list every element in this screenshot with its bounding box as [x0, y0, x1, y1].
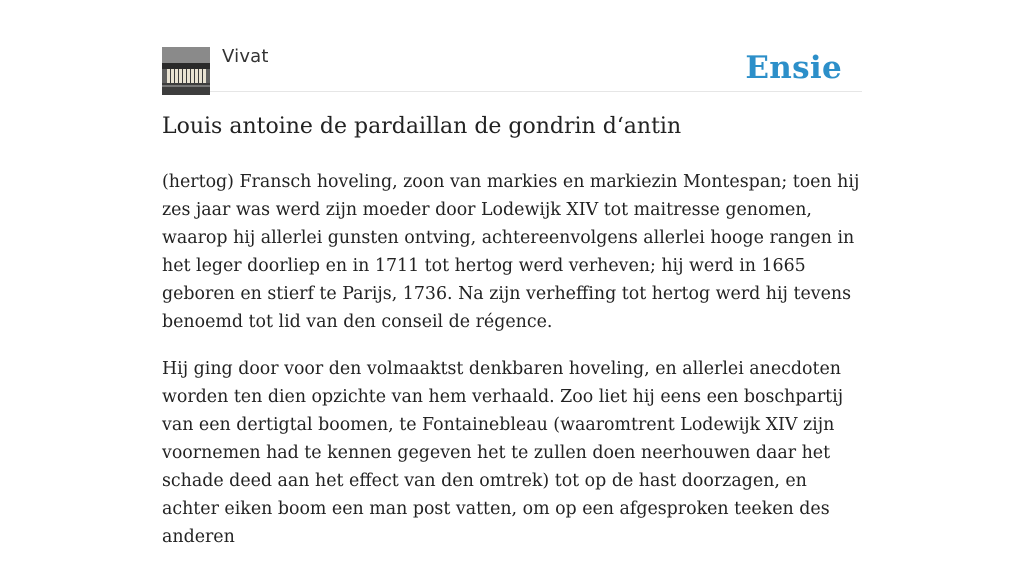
article-body — [162, 168, 862, 570]
brand-logo[interactable]: Ensie — [745, 50, 842, 86]
article-title: Louis antoine de pardaillan de gondrin d‘antin — [162, 114, 682, 139]
paragraph: Hij ging door voor den volmaaktst denkbaren hoveling, en allerlei anecdoten worden ten dien opzichte van hem verhaald. Zoo liet hij eens een boschpartij van een dertigtal boomen, te Fontainebleau (waaromtrent Lodewijk XIV zijn voornemen had te kennen gegeven het te zullen doen neerhouwen daar het schade deed aan het effect van den omtrek) tot op de hast doorzagen, en achter eiken boom een man post vatten, om op een afgesproken teeken des anderen — [162, 359, 844, 547]
user-avatar[interactable] — [162, 47, 210, 95]
header — [162, 0, 862, 92]
avatar-image-icon — [162, 47, 210, 95]
content-column — [162, 0, 862, 547]
paragraph: (hertog) Fransch hoveling, zoon van markies en markiezin Montespan; toen hij zes jaar was werd zijn moeder door Lodewijk XIV tot maitresse genomen, waarop hij allerlei gunsten ontving, achtereenvolgens allerlei hooge rangen in het leger doorliep en in 1711 tot hertog werd verheven; hij werd in 1665 geboren en stierf te Parijs, 1736. Na zijn verheffing tot hertog werd hij tevens benoemd tot lid van den conseil de régence. — [162, 172, 860, 332]
username-link[interactable]: Vivat — [222, 46, 269, 67]
